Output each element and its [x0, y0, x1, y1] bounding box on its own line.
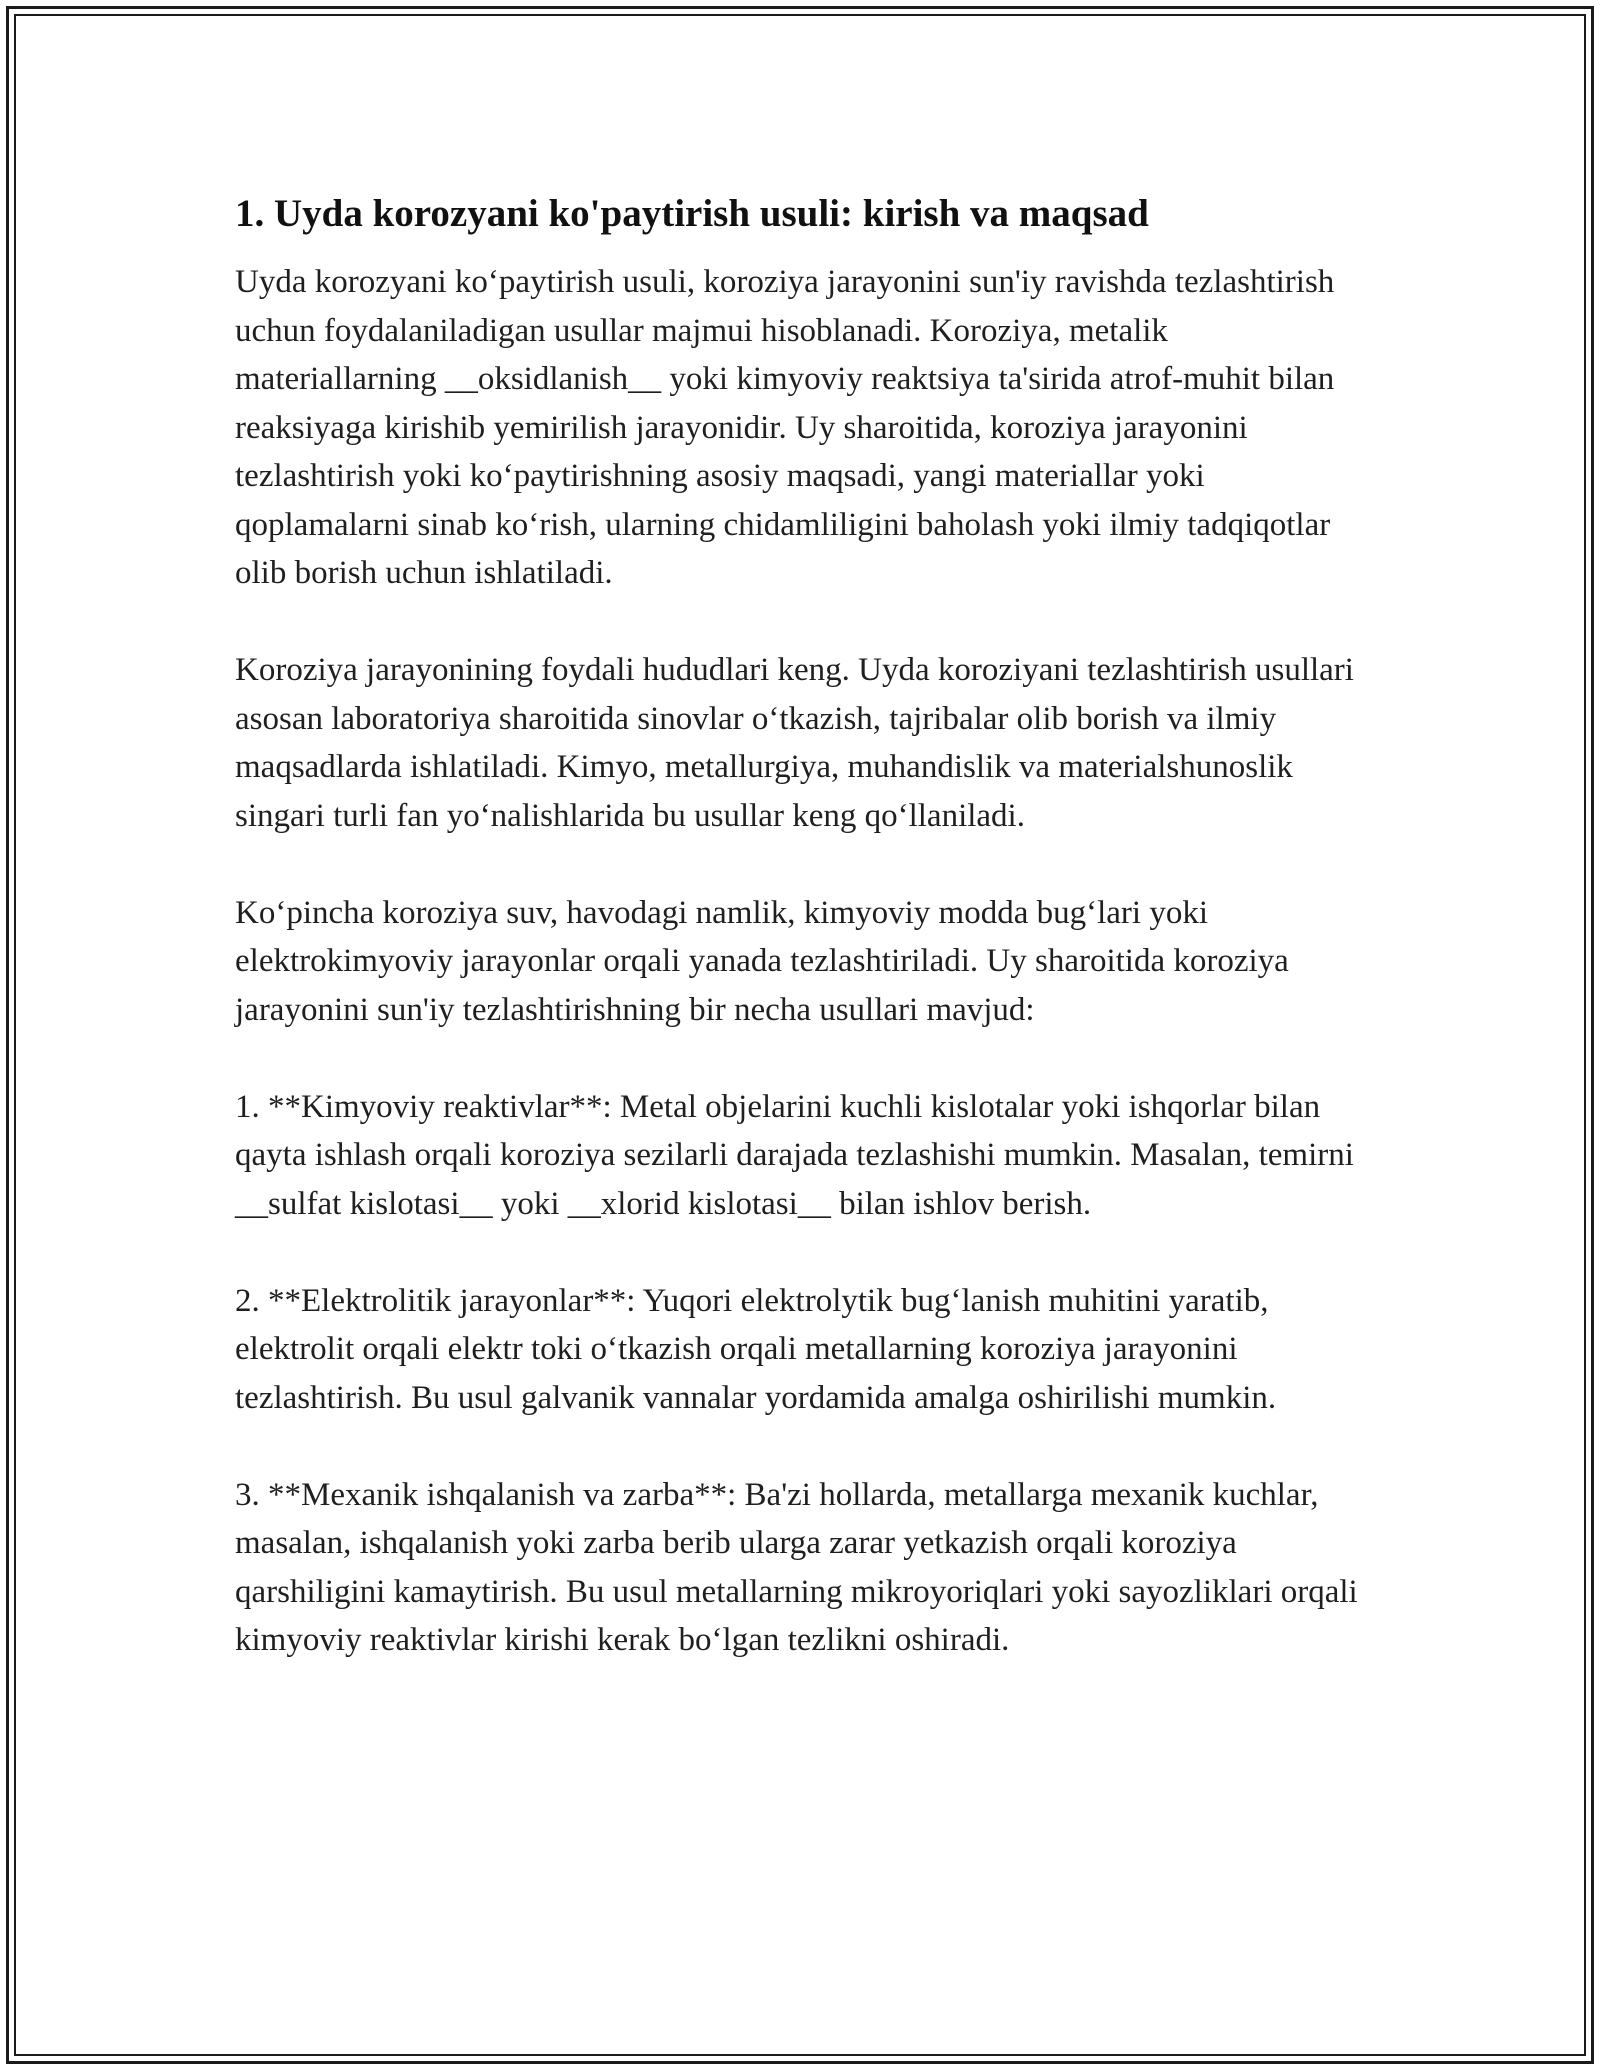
document-body	[235, 186, 1375, 1665]
paragraph-applications: Koroziya jarayonining foydali hududlari keng. Uyda koroziyani tezlashtirish usullari asosan laboratoriya sharoitida sinovlar o‘tkazish, tajribalar olib borish va ilmiy maqsadlarda ishlatiladi. Kimyo, metallurgiya, muhandislik va materialshunoslik singari turli fan yo‘nalishlarida bu usullar keng qo‘llaniladi.	[235, 652, 1354, 834]
list-item-mechanical-friction: 3. **Mexanik ishqalanish va zarba**: Ba'zi hollarda, metallarga mexanik kuchlar, masalan, ishqalanish yoki zarba berib ularga zarar yetkazish orqali koroziya qarshiligini kamaytirish. Bu usul metallarning mikroyoriqlari yoki sayozliklari orqali kimyoviy reaktivlar kirishi kerak bo‘lgan tezlikni oshiradi.	[235, 1476, 1358, 1658]
section-heading: 1. Uyda korozyani ko'paytirish usuli: kirish va maqsad	[235, 192, 1149, 235]
list-item-electrolytic-processes: 2. **Elektrolitik jarayonlar**: Yuqori elektrolytik bug‘lanish muhitini yaratib, elektrolit orqali elektr toki o‘tkazish orqali metallarning koroziya jarayonini tezlashtirish. Bu usul galvanik vannalar yordamida amalga oshirilishi mumkin.	[235, 1282, 1277, 1416]
paragraph-methods-intro: Ko‘pincha koroziya suv, havodagi namlik, kimyoviy modda bug‘lari yoki elektrokimyoviy jarayonlar orqali yanada tezlashtiriladi. Uy sharoitida koroziya jarayonini sun'iy tezlashtirishning bir necha usullari mavjud:	[235, 894, 1289, 1028]
paragraph-intro: Uyda korozyani ko‘paytirish usuli, koroziya jarayonini sun'iy ravishda tezlashtirish uchun foydalaniladigan usullar majmui hisoblanadi. Koroziya, metalik materiallarning __oksidlanish__ yoki kimyoviy reaktsiya ta'sirida atrof-muhit bilan reaksiyaga kirishib yemirilish jarayonidir. Uy sharoitida, koroziya jarayonini tezlashtirish yoki ko‘paytirishning asosiy maqsadi, yangi materiallar yoki qoplamalarni sinab ko‘rish, ularning chidamliligini baholash yoki ilmiy tadqiqotlar olib borish uchun ishlatiladi.	[235, 264, 1335, 591]
list-item-chemical-reagents: 1. **Kimyoviy reaktivlar**: Metal objelarini kuchli kislotalar yoki ishqorlar bilan qayta ishlash orqali koroziya sezilarli darajada tezlashishi mumkin. Masalan, temirni __sulfat kislotasi__ yoki __xlorid kislotasi__ bilan ishlov berish.	[235, 1088, 1354, 1222]
